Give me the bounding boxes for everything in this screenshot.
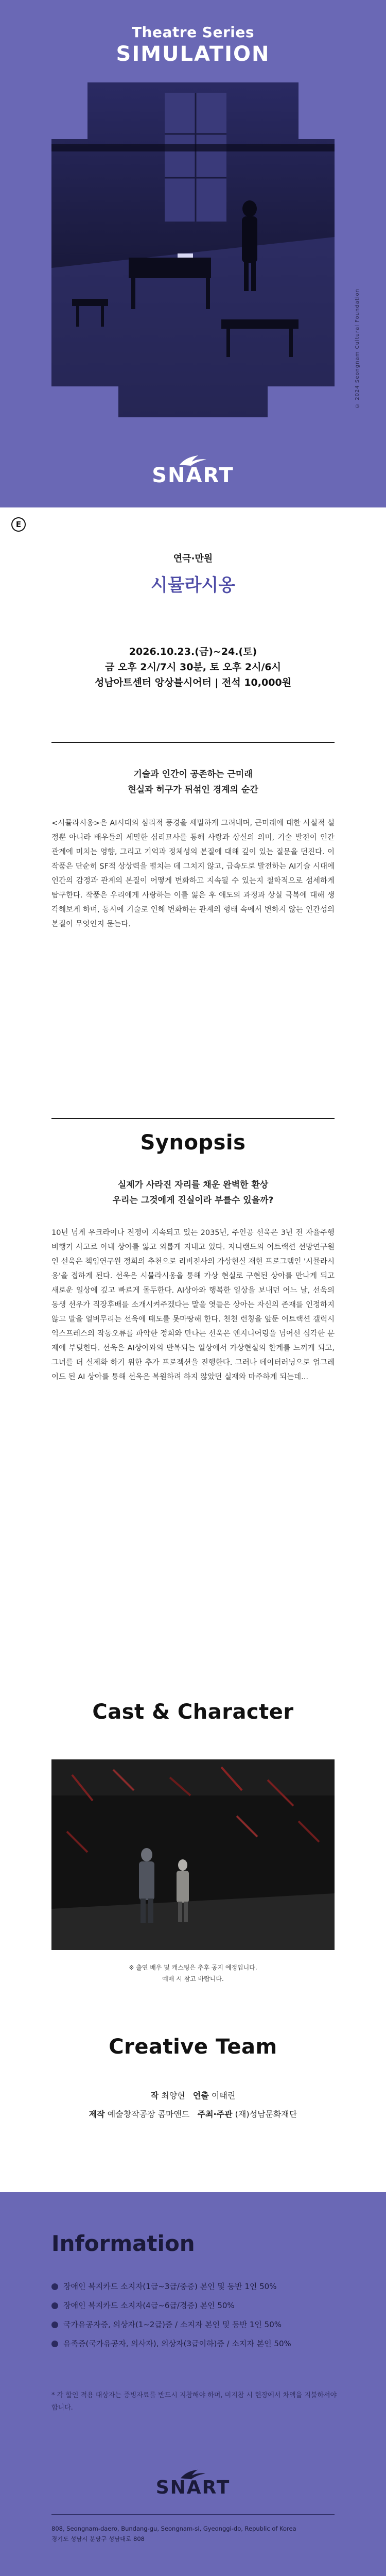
synopsis-heading: Synopsis xyxy=(140,1131,246,1155)
synopsis-quote-line-1: 실제가 사라진 자리를 채운 완벽한 환상 xyxy=(117,1180,269,1190)
discount-list xyxy=(51,2277,340,2353)
footer-address xyxy=(51,2523,335,2544)
intro-top-divider xyxy=(51,742,335,743)
show-title: 시뮬라시옹 xyxy=(150,575,236,596)
info-note: * 각 할인 적용 대상자는 증빙자료를 반드시 지참해야 하며, 미지참 시 현장에서 차액을 지불하셔야 합니다. xyxy=(51,2392,337,2412)
footer-divider xyxy=(51,2514,335,2515)
dot-icon xyxy=(51,2283,58,2290)
genre-label: 연극·만원 xyxy=(173,553,213,564)
discount-text: 국가유공자증, 의상자(1~2급)증 / 소지자 본인 및 동반 1인 50% xyxy=(63,2320,282,2329)
schedule-times: 금 오후 2시/7시 30분, 토 오후 2시/6시 xyxy=(104,662,281,673)
intro-quote-line-1: 기술과 인간이 공존하는 근미래 xyxy=(133,769,253,779)
synopsis-quote-line-2: 우리는 그것에게 진실이라 부를수 있을까? xyxy=(112,1195,274,1206)
cast-caption xyxy=(0,1962,386,1985)
rating-e-icon: E xyxy=(11,517,26,532)
synopsis-section xyxy=(51,1177,335,1384)
address-en: 808, Seongnam-daero, Bundang-gu, Seongnam-si, Gyeonggi-do, Republic of Korea xyxy=(51,2525,296,2532)
synopsis-quote xyxy=(51,1177,335,1208)
credit-host: (재)성남문화재단 xyxy=(235,2109,297,2119)
cast-caption-line-1: ※ 출연 배우 및 캐스팅은 추후 공지 예정입니다. xyxy=(129,1964,257,1971)
hero-logo xyxy=(0,453,386,487)
cast-caption-line-2: 예매 시 참고 바랍니다. xyxy=(162,1975,224,1982)
credit-label-production: 제작 xyxy=(89,2109,105,2119)
synopsis-body: 10년 넘게 우크라이나 전쟁이 지속되고 있는 2035년, 주인공 선욱은 3년 전 자율주행 비행기 사고로 아내 상아를 잃고 외롭게 지내고 있다. 지니랜드의 어트랙션 선망연구원인 선욱은 책임연구원 정희의 추천으로 리비전사의 가상현실 재현 프로그램인 '시뮬라시옹'을 접하게 된다. 선욱은 시뮬라시옹을 통해 가상 현실로 구현된 상아를 만나게 되고 새로운 일상에 깊고 빠르게 몰두한다. AI상아와 행복한 일상을 보내던 어느 날, 선욱의 동생 선우가 직장후배를 소개시켜주겠다는 말을 엿들은 상아는 자신의 존재를 인정하지 않고 말을 얼버무리는 선욱에 태도를 못마땅해 한다. 천천 런칭을 앞둔 어트랙션 갤럭시 익스프레스의 작동오류를 파악한 정희와 만나는 선욱은 엔지니어링을 넘어선 심각한 문제에 부딪힌다. 선욱은 AI상아와의 반복되는 일상에서 가상현실의 한계를 느끼게 되고, 그녀를 더 실제화 하기 위한 추가 프로젝션을 진행한다. 그러나 데이터러닝으로 업그레이드 된 AI 상아를 통해 선욱은 복원하려 하지 않았던 실재와 마주하게 되는데... xyxy=(51,1229,335,1381)
credit-label-director: 연출 xyxy=(192,2091,209,2100)
list-item xyxy=(51,2296,340,2315)
title-block xyxy=(0,551,386,596)
intro-quote-line-2: 현실과 허구가 뒤섞인 경계의 순간 xyxy=(128,785,258,795)
schedule-venue: 성남아트센터 앙상블시어터 | 전석 10,000원 xyxy=(94,677,292,688)
creative-credits xyxy=(0,2087,386,2124)
credits-row-2 xyxy=(0,2105,386,2124)
discount-text: 장애인 복지카드 소지자(1급~3급/중증) 본인 및 동반 1인 50% xyxy=(63,2282,277,2291)
dot-icon xyxy=(51,2341,58,2347)
credit-writer: 최양현 xyxy=(161,2091,185,2100)
credit-label-host: 주최·주관 xyxy=(197,2109,233,2119)
intro-quote xyxy=(51,767,335,798)
list-item xyxy=(51,2334,340,2353)
credits-row-1 xyxy=(0,2087,386,2105)
info-heading: Information xyxy=(51,2231,195,2256)
schedule-dates: 2026.10.23.(금)~24.(토) xyxy=(129,646,257,657)
hero-section xyxy=(0,0,386,507)
intro-body: <시뮬라시옹>은 AI시대의 심리적 풍경을 세밀하게 그려내며, 근미래에 대한 사실적 설정뿐 아니라 배우들의 세밀한 심리묘사를 통해 사랑과 상실의 의미, 기술 발전이 인간 관계에 미치는 영향, 그리고 기억과 정체성의 본질에 대해 깊이 있는 질문을 던진다. 이 작품은 단순히 SF적 상상력을 펼치는 데 그치지 않고, 급속도로 발전하는 AI기술 시대에 인간의 감정과 관계의 본질이 어떻게 변화하고 지속될 수 있는지 철학적으로 섬세하게 탐구한다. 작품은 우리에게 사랑하는 이를 잃은 후 애도의 과정과 상실 극복에 대해 생각해보게 하며, 동시에 기술로 인해 변화하는 관계의 형태 속에서 변하지 않는 인간성의 본질이 무엇인지 묻는다. xyxy=(51,819,335,928)
list-item xyxy=(51,2277,340,2296)
cast-heading: Cast & Character xyxy=(92,1700,294,1724)
stage-photo xyxy=(51,82,335,417)
intro-section xyxy=(51,742,335,1128)
footer-wordmark: SNART xyxy=(155,2477,231,2498)
hero-title: SIMULATION xyxy=(116,42,270,66)
dot-icon xyxy=(51,2321,58,2328)
photo-credit: © 2024 Seongnam Cultural Foundation xyxy=(355,289,360,409)
series-label: Theatre Series xyxy=(131,24,255,41)
credit-label-writer: 작 xyxy=(150,2091,159,2100)
credit-production: 예술창작공장 콤마앤드 xyxy=(107,2109,190,2119)
credit-director: 이태린 xyxy=(211,2091,236,2100)
logo-wordmark: SNART xyxy=(152,464,234,487)
address-ko: 경기도 성남시 분당구 성남대로 808 xyxy=(51,2535,145,2543)
cast-photo xyxy=(51,1759,335,1950)
list-item xyxy=(51,2315,340,2334)
dot-icon xyxy=(51,2302,58,2309)
intro-bottom-divider xyxy=(51,1118,335,1119)
schedule-block xyxy=(0,644,386,690)
discount-text: 유족증(국가유공자, 의사자), 의상자(3급이하)증 / 소지자 본인 50% xyxy=(63,2339,291,2348)
creative-heading: Creative Team xyxy=(109,2035,277,2059)
discount-text: 장애인 복지카드 소지자(4급~6급/경증) 본인 50% xyxy=(63,2301,235,2310)
footer-logo xyxy=(0,2468,386,2498)
